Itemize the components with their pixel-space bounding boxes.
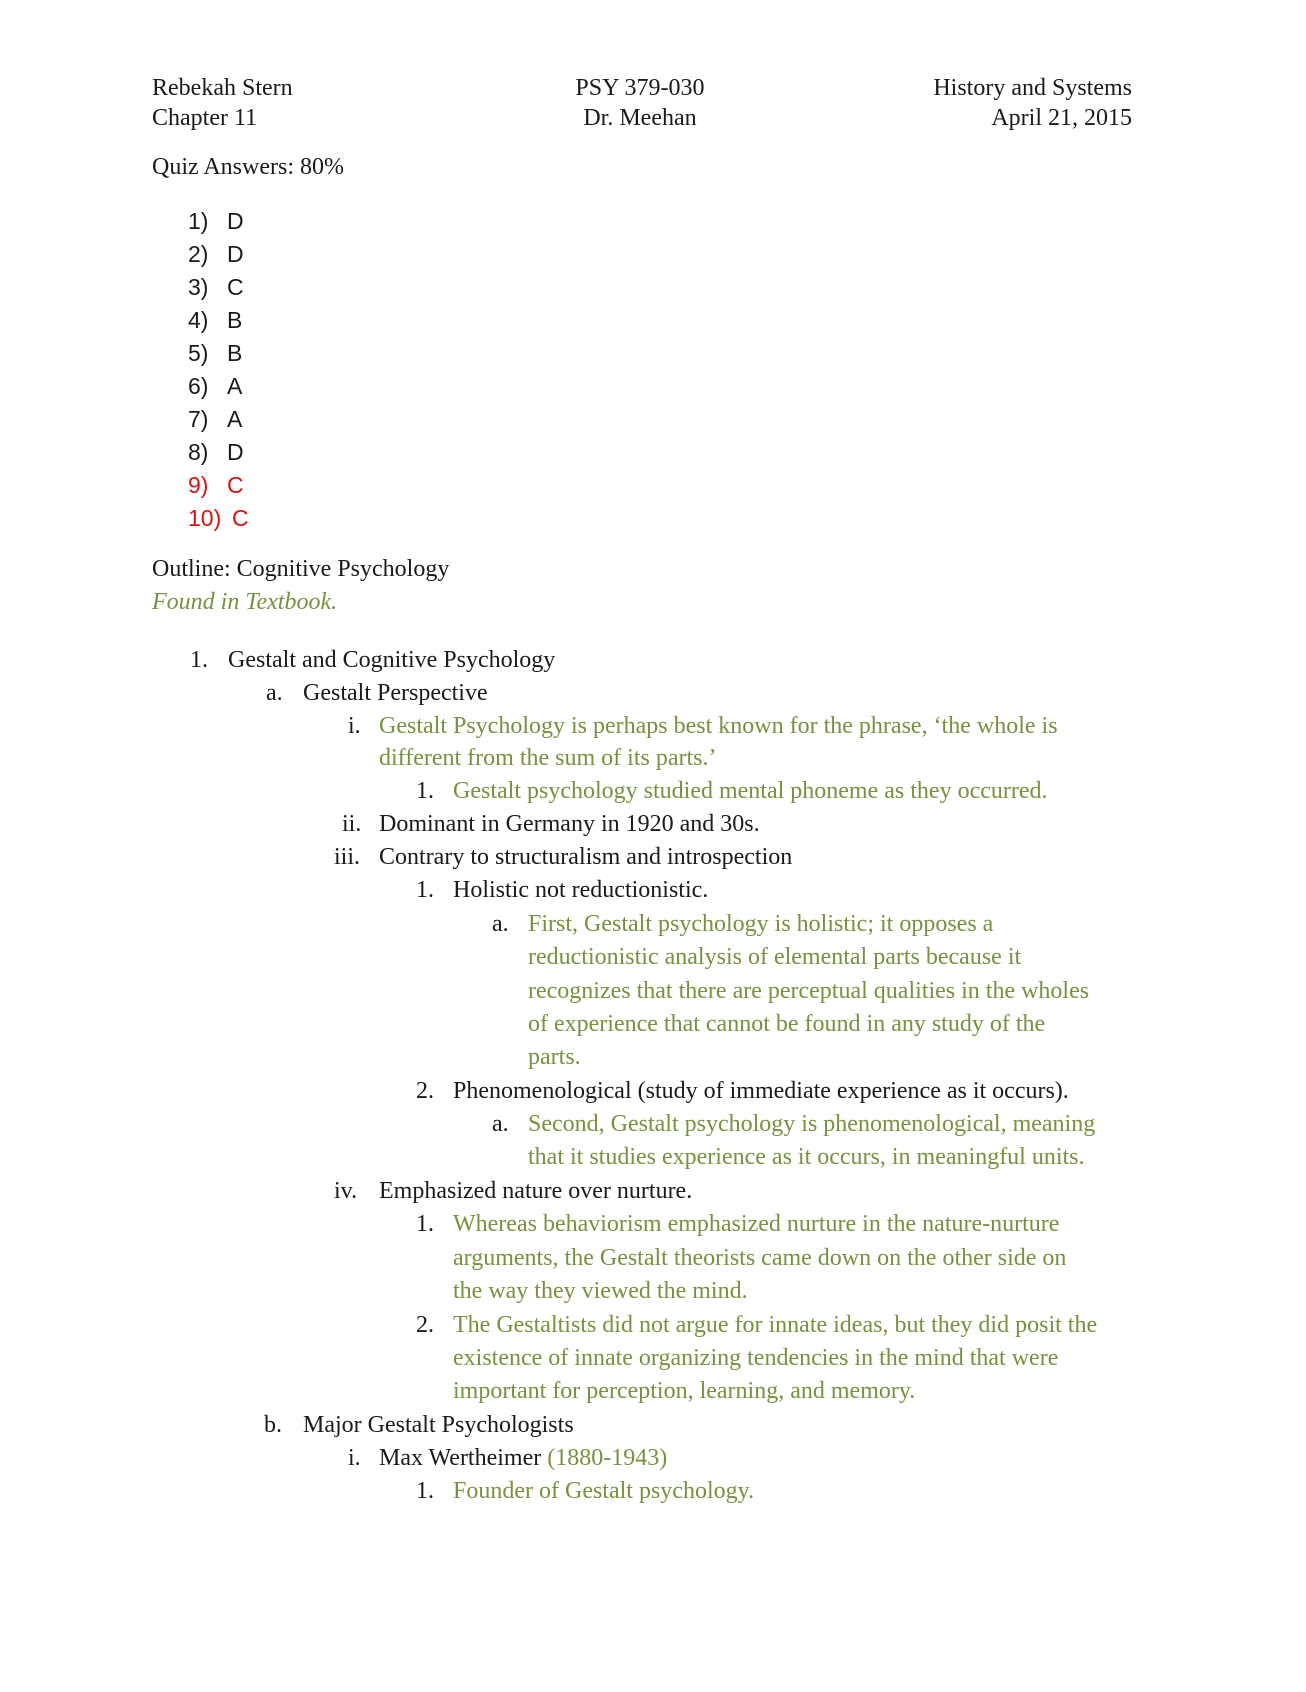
quiz-answer-number: 7) (188, 406, 209, 432)
outline-item: Contrary to structuralism and introspection (379, 844, 793, 870)
quiz-answer-letter: B (227, 340, 243, 366)
subject-title: History and Systems (933, 75, 1132, 101)
quiz-answer-number: 2) (188, 241, 209, 267)
outline-marker: b. (264, 1412, 282, 1438)
outline-note: Whereas behaviorism emphasized nurture in the nature-nurture (453, 1211, 1060, 1237)
quiz-answer-number: 6) (188, 373, 209, 399)
outline-marker: a. (492, 1111, 509, 1137)
outline-marker: i. (348, 1445, 361, 1471)
outline-marker: 1. (416, 877, 434, 903)
outline-item: Dominant in Germany in 1920 and 30s. (379, 811, 760, 837)
outline-source-note: Found in Textbook. (152, 589, 338, 615)
quiz-answer-letter-incorrect: C (232, 505, 249, 531)
outline-marker: 2. (416, 1078, 434, 1104)
author-name: Rebekah Stern (152, 75, 293, 101)
quiz-answer-letter: D (227, 208, 244, 234)
outline-item: Gestalt and Cognitive Psychology (228, 647, 556, 673)
outline-note: Gestalt Psychology is perhaps best known for the phrase, ‘the whole is (379, 713, 1058, 739)
outline-item (379, 1441, 667, 1475)
outline-marker: 1. (190, 647, 208, 673)
quiz-answer-number-incorrect: 9) (188, 472, 209, 498)
outline-item: Major Gestalt Psychologists (303, 1412, 574, 1438)
outline-note: Second, Gestalt psychology is phenomenological, meaning (528, 1111, 1096, 1137)
outline-marker: iv. (334, 1178, 358, 1204)
outline-note: The Gestaltists did not argue for innate ideas, but they did posit the (453, 1312, 1098, 1338)
quiz-answer-number: 5) (188, 340, 209, 366)
outline-note-continuation: recognizes that there are perceptual qualities in the wholes (528, 978, 1090, 1004)
quiz-answer-number: 3) (188, 274, 209, 300)
quiz-answer-letter: D (227, 439, 244, 465)
outline-note-continuation: parts. (528, 1044, 581, 1070)
document-date: April 21, 2015 (991, 105, 1132, 131)
quiz-answer-number: 8) (188, 439, 209, 465)
outline-note-continuation: important for perception, learning, and memory. (453, 1378, 916, 1404)
outline-marker: 1. (416, 1478, 434, 1504)
quiz-answer-letter: A (227, 373, 243, 399)
psychologist-years: (1880-1943) (547, 1445, 668, 1471)
quiz-answer-letter: D (227, 241, 244, 267)
psychologist-name: Max Wertheimer (379, 1445, 542, 1471)
outline-note-continuation: of experience that cannot be found in any study of the (528, 1011, 1046, 1037)
outline-note: Gestalt psychology studied mental phoneme as they occurred. (453, 778, 1048, 804)
quiz-answer-number-incorrect: 10) (188, 505, 222, 531)
outline-item: Phenomenological (study of immediate experience as it occurs). (453, 1078, 1069, 1104)
outline-note-continuation: existence of innate organizing tendencies in the mind that were (453, 1345, 1059, 1371)
instructor-name: Dr. Meehan (583, 105, 697, 131)
outline-marker: a. (266, 680, 283, 706)
outline-marker: 1. (416, 778, 434, 804)
outline-note: Founder of Gestalt psychology. (453, 1478, 755, 1504)
quiz-answer-number: 1) (188, 208, 209, 234)
outline-item: Gestalt Perspective (303, 680, 488, 706)
outline-marker: a. (492, 911, 509, 937)
quiz-answer-number: 4) (188, 307, 209, 333)
course-code: PSY 379-030 (575, 75, 705, 101)
outline-note-continuation: different from the sum of its parts.’ (379, 745, 717, 771)
outline-note-continuation: reductionistic analysis of elemental parts because it (528, 944, 1022, 970)
outline-note-continuation: the way they viewed the mind. (453, 1278, 748, 1304)
quiz-answer-letter-incorrect: C (227, 472, 244, 498)
outline-marker: iii. (334, 844, 361, 870)
outline-heading: Outline: Cognitive Psychology (152, 556, 450, 582)
outline-note: First, Gestalt psychology is holistic; it opposes a (528, 911, 994, 937)
outline-marker: ii. (342, 811, 362, 837)
chapter-label: Chapter 11 (152, 105, 258, 131)
outline-marker: 2. (416, 1312, 434, 1338)
quiz-heading: Quiz Answers: 80% (152, 154, 344, 180)
outline-note-continuation: that it studies experience as it occurs, in meaningful units. (528, 1144, 1085, 1170)
outline-item: Emphasized nature over nurture. (379, 1178, 693, 1204)
outline-note-continuation: arguments, the Gestalt theorists came down on the other side on (453, 1245, 1067, 1271)
outline-item: Holistic not reductionistic. (453, 877, 709, 903)
outline-marker: 1. (416, 1211, 434, 1237)
quiz-answer-letter: C (227, 274, 244, 300)
quiz-answer-letter: B (227, 307, 243, 333)
quiz-answer-letter: A (227, 406, 243, 432)
outline-marker: i. (348, 713, 361, 739)
